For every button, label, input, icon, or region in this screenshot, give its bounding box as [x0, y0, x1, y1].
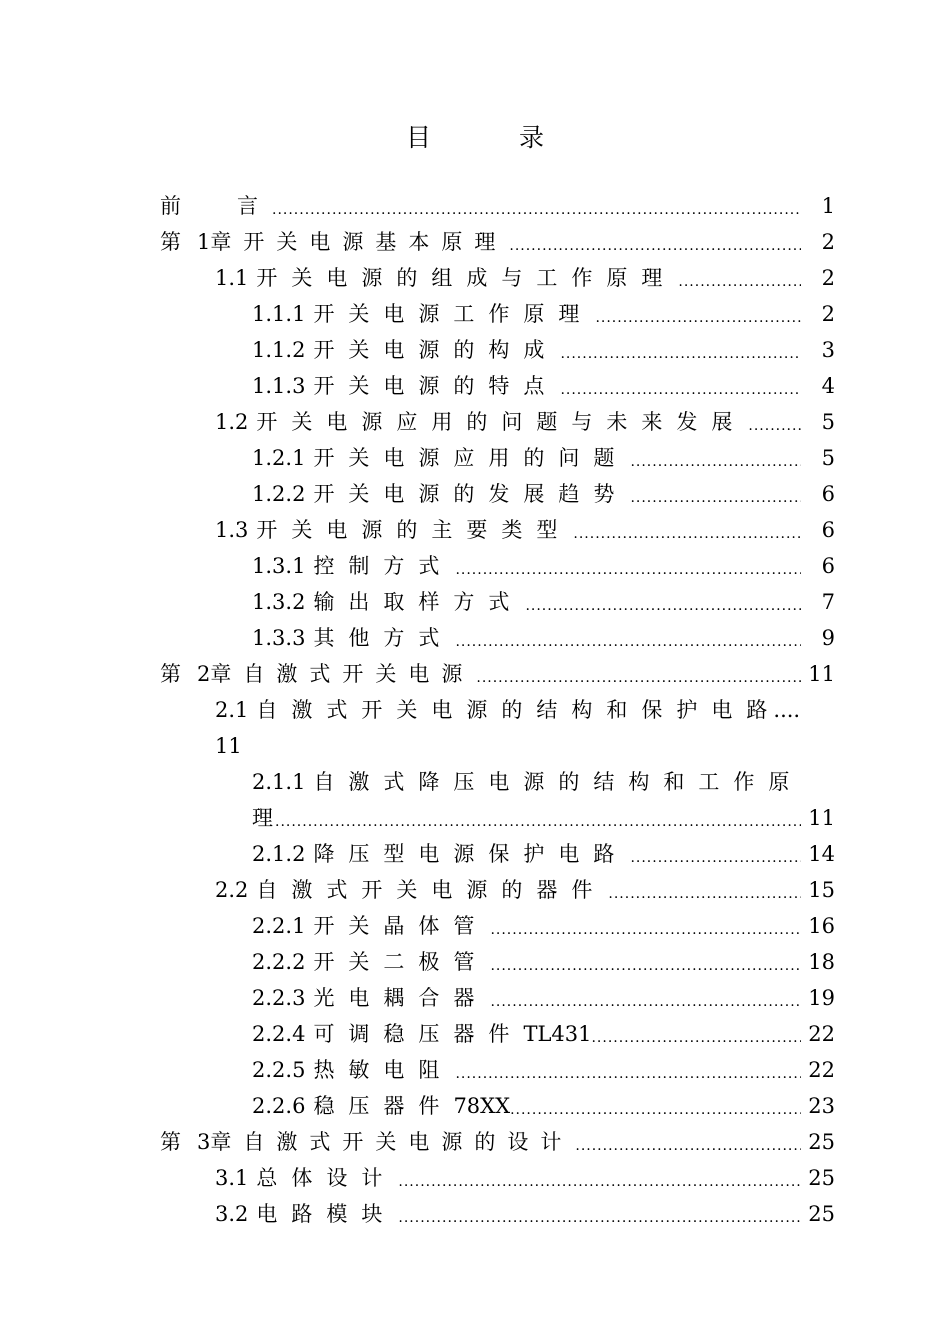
- toc-entry[interactable]: [160, 296, 835, 332]
- section-number: 2.2.1: [252, 914, 306, 938]
- page-number: 11: [215, 734, 242, 758]
- section-number: 1.2.2: [252, 482, 306, 506]
- chapter-number: 3章: [197, 1130, 232, 1154]
- toc-entry[interactable]: [160, 980, 835, 1016]
- entry-label: 开关电源的发展趋势: [313, 482, 629, 506]
- section-number: 2.1.1: [252, 770, 306, 794]
- dot-leader: [595, 304, 801, 332]
- section-number: 1.1: [215, 266, 249, 290]
- page-number: 4: [821, 374, 835, 398]
- dot-leader: [575, 1132, 801, 1160]
- section-number: 2.2.6: [252, 1094, 306, 1118]
- entry-label: 其他方式: [313, 626, 454, 650]
- section-number: 1.2.1: [252, 446, 306, 470]
- toc-entry[interactable]: [160, 188, 835, 224]
- toc-entry[interactable]: [160, 764, 835, 800]
- dot-leader: [509, 232, 801, 260]
- entry-label: 自激式降压电源的结构和工作原: [313, 770, 804, 794]
- entry-label: 光电耦合器: [313, 986, 489, 1010]
- entry-label: 开关电源的组成与工作原理: [256, 266, 677, 290]
- dot-leader: [525, 592, 801, 620]
- section-number: 1.1.1: [252, 302, 306, 326]
- dot-leader: [272, 196, 801, 224]
- section-number: 1.3.2: [252, 590, 306, 614]
- entry-label: 开关电源应用的问题与未来发展: [256, 410, 747, 434]
- entry-label: 自激式开关电源的器件: [256, 878, 607, 902]
- page-number: 15: [808, 878, 835, 902]
- entry-label: 开关电源的特点: [313, 374, 559, 398]
- dot-leader: [490, 916, 801, 944]
- toc-entry[interactable]: [160, 368, 835, 404]
- page-number: 5: [821, 410, 835, 434]
- entry-label: 控制方式: [313, 554, 454, 578]
- toc-entry[interactable]: [160, 836, 835, 872]
- entry-suffix: 78XX: [453, 1094, 511, 1118]
- toc-entry[interactable]: [160, 872, 835, 908]
- dot-leader: [398, 1168, 801, 1196]
- section-number: 3.2: [215, 1202, 249, 1226]
- dot-leader: [490, 988, 801, 1016]
- entry-label: 总体设计: [256, 1166, 397, 1190]
- toc-entry[interactable]: [160, 908, 835, 944]
- page-number: 22: [808, 1022, 835, 1046]
- entry-label: 热敏电阻: [313, 1058, 454, 1082]
- section-number: 1.1.3: [252, 374, 306, 398]
- toc-entry[interactable]: [160, 1088, 835, 1124]
- toc-entry[interactable]: [160, 944, 835, 980]
- page-number: 18: [808, 950, 835, 974]
- entry-label: 可调稳压器件: [313, 1022, 524, 1046]
- page-number: 11: [808, 806, 835, 830]
- toc-entry[interactable]: [160, 548, 835, 584]
- dot-leader: [560, 340, 801, 368]
- entry-label: 开关二极管: [313, 950, 489, 974]
- page-number: 2: [821, 266, 835, 290]
- entry-label: 自激式开关电源的设计: [243, 1130, 574, 1154]
- dot-leader: [560, 376, 801, 404]
- toc-entry[interactable]: [160, 476, 835, 512]
- section-number: 1.3: [215, 518, 249, 542]
- entry-label: 稳压器件: [313, 1094, 454, 1118]
- toc-entry[interactable]: [160, 1196, 835, 1232]
- page-number: 25: [808, 1202, 835, 1226]
- dot-leader: [630, 484, 801, 512]
- page-number: 5: [821, 446, 835, 470]
- dot-leader: [490, 952, 801, 980]
- page-number: 2: [821, 230, 835, 254]
- dot-leader: [630, 448, 801, 476]
- toc-entry[interactable]: [160, 260, 835, 296]
- page-title: 目 录: [406, 123, 584, 152]
- dot-leader: [275, 808, 801, 836]
- entry-label: 开关晶体管: [313, 914, 489, 938]
- dot-leader: [398, 1204, 801, 1232]
- page-number: 22: [808, 1058, 835, 1082]
- dot-leader: [608, 880, 801, 908]
- dot-leader: [748, 412, 801, 440]
- page-number: 2: [821, 302, 835, 326]
- toc-entry[interactable]: [160, 1016, 835, 1052]
- toc-entry[interactable]: [160, 620, 835, 656]
- entry-label: 开关电源工作原理: [313, 302, 594, 326]
- section-number: 2.2.5: [252, 1058, 306, 1082]
- entry-label: 开关电源的构成: [313, 338, 559, 362]
- chapter-number: 2章: [197, 662, 232, 686]
- section-number: 2.1.2: [252, 842, 306, 866]
- toc-entry[interactable]: [160, 404, 835, 440]
- toc-entry[interactable]: [160, 1124, 835, 1160]
- entry-label: 电路模块: [256, 1202, 397, 1226]
- dot-leader: [455, 556, 801, 584]
- dot-leader: [455, 628, 801, 656]
- entry-label: 自激式开关电源: [243, 662, 475, 686]
- entry-label: 开关电源应用的问题: [313, 446, 629, 470]
- page-number: 14: [808, 842, 835, 866]
- toc-entry[interactable]: [160, 692, 835, 728]
- toc-entry[interactable]: [160, 440, 835, 476]
- toc-entry-continuation: [160, 800, 835, 836]
- page-number: 1: [821, 194, 835, 218]
- page-number: 6: [821, 518, 835, 542]
- toc-entry[interactable]: [160, 512, 835, 548]
- table-of-contents: [160, 188, 835, 1232]
- entry-prefix: 前: [160, 194, 181, 218]
- entry-label: 降压型电源保护电路: [313, 842, 629, 866]
- dot-leader: [678, 268, 801, 296]
- page-number: 6: [821, 482, 835, 506]
- toc-entry[interactable]: [160, 656, 835, 692]
- toc-entry[interactable]: [160, 584, 835, 620]
- dot-leader: [630, 844, 801, 872]
- dot-leader: [591, 1024, 801, 1052]
- chapter-prefix: 第: [160, 662, 181, 686]
- chapter-number: 1章: [197, 230, 232, 254]
- section-number: 2.2: [215, 878, 249, 902]
- entry-label: 言: [237, 194, 270, 218]
- page-number: 6: [821, 554, 835, 578]
- page-number: 7: [821, 590, 835, 614]
- toc-entry[interactable]: [160, 1160, 835, 1196]
- toc-entry[interactable]: [160, 332, 835, 368]
- dot-leader: [455, 1060, 801, 1088]
- page-number: 19: [808, 986, 835, 1010]
- dot-leader: [510, 1096, 801, 1124]
- page-number: 25: [808, 1130, 835, 1154]
- page-number: 11: [808, 662, 835, 686]
- page-number: 3: [821, 338, 835, 362]
- section-number: 1.3.1: [252, 554, 306, 578]
- toc-entry[interactable]: [160, 1052, 835, 1088]
- page-number: 23: [808, 1094, 835, 1118]
- entry-label: 开关电源基本原理: [243, 230, 508, 254]
- section-number: 2.1: [215, 698, 249, 722]
- entry-label: 开关电源的主要类型: [256, 518, 572, 542]
- section-number: 1.1.2: [252, 338, 306, 362]
- section-number: 2.2.3: [252, 986, 306, 1010]
- entry-label: 输出取样方式: [313, 590, 524, 614]
- dot-leader: ....: [773, 698, 801, 722]
- entry-label: 理: [252, 806, 273, 830]
- chapter-prefix: 第: [160, 1130, 181, 1154]
- section-number: 1.3.3: [252, 626, 306, 650]
- toc-entry-continuation: [160, 728, 835, 764]
- dot-leader: [476, 664, 801, 692]
- section-number: 2.2.4: [252, 1022, 306, 1046]
- toc-entry[interactable]: [160, 224, 835, 260]
- page-number: 9: [821, 626, 835, 650]
- chapter-prefix: 第: [160, 230, 181, 254]
- section-number: 3.1: [215, 1166, 249, 1190]
- page-number: 25: [808, 1166, 835, 1190]
- entry-suffix: TL431: [523, 1022, 592, 1046]
- section-number: 2.2.2: [252, 950, 306, 974]
- dot-leader: [573, 520, 801, 548]
- section-number: 1.2: [215, 410, 249, 434]
- entry-label: 自激式开关电源的结构和保护电路: [256, 698, 782, 722]
- page-number: 16: [808, 914, 835, 938]
